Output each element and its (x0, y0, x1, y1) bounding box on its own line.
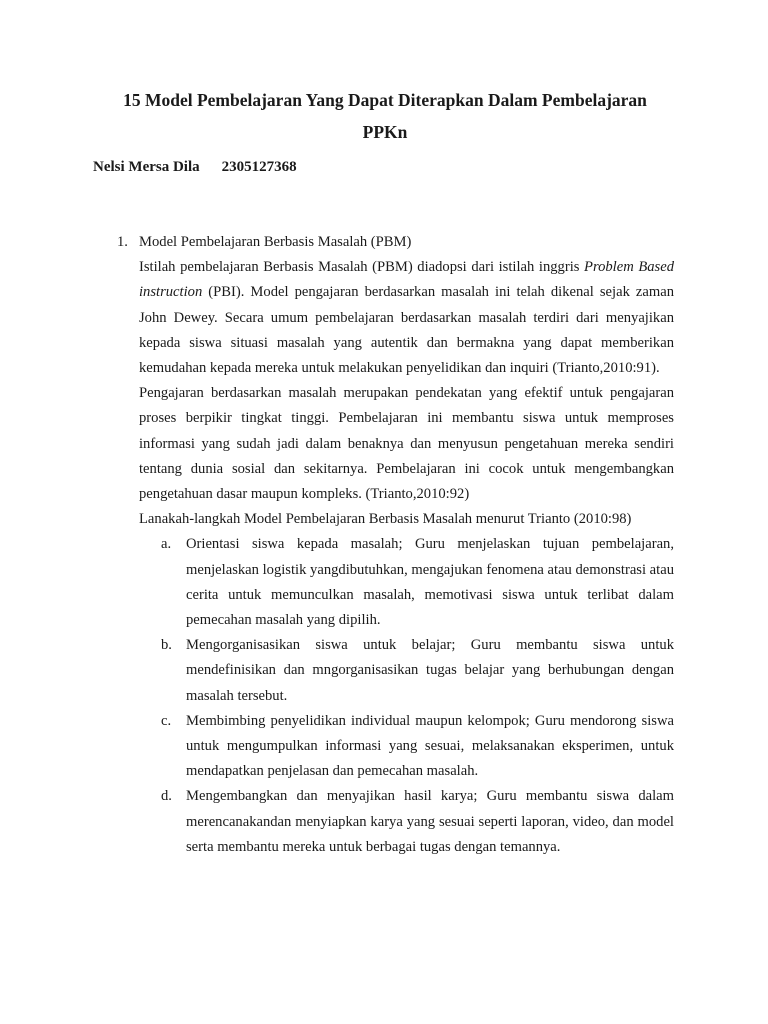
list-item (161, 532, 674, 633)
paragraph-2: Pengajaran berdasarkan masalah merupakan pendekatan yang efektif untuk pengajaran proses berpikir tingkat tinggi. Pembelajaran ini membantu siswa untuk memproses informasi yang sudah jadi dalam benaknya dan menyusun pengetahuan mereka sendiri tentang dunia sosial dan sekitarnya. Pembelajaran ini cocok untuk mengembangkan pengetahuan dasar maupun kompleks. (Trianto,2010:92) (139, 385, 674, 503)
author-line (93, 156, 297, 178)
author-id: 2305127368 (221, 159, 297, 175)
paragraph-1-text-b: (PBI). Model pengajaran berdasarkan masalah ini telah dikenal sejak zaman John Dewey. Secara umum pembelajaran berdasarkan masalah terdiri dari menyajikan kepada siswa situasi masalah yang autentik dan bermakna yang dapat memberikan kemudahan kepada mereka untuk melakukan penyelidikan dan inquiri (Trianto,2010:91). (139, 284, 674, 376)
author-name: Nelsi Mersa Dila (93, 159, 200, 175)
paragraph-1 (139, 255, 674, 381)
list-item-letter: d. (161, 788, 172, 805)
section-1 (0, 230, 768, 860)
list-item-letter: c. (161, 712, 172, 729)
list-item (161, 784, 674, 860)
paragraph-1-italic-term: Problem Based instruction (139, 259, 675, 301)
list-item-text: Membimbing penyelidikan individual maupun kelompok; Guru mendorong siswa untuk mengumpulkan informasi yang sesuai, melaksanakan eksperimen, untuk mendapatkan penjelasan dan pemecahan masalah. (186, 712, 674, 780)
paragraph-1-text-a: Istilah pembelajaran Berbasis Masalah (PBM) diadopsi dari istilah inggris (139, 259, 585, 276)
steps-list (0, 532, 768, 860)
list-item-letter: a. (161, 536, 172, 553)
list-item-text: Mengorganisasikan siswa untuk belajar; Guru membantu siswa untuk mendefinisikan dan mngorganisasikan tugas belajar yang berhubungan dengan masalah tersebut. (186, 637, 674, 704)
section-1-heading (0, 230, 768, 255)
title-line-2: PPKn (362, 122, 408, 142)
section-1-title: Model Pembelajaran Berbasis Masalah (PBM) (139, 234, 412, 250)
list-item-text: Mengembangkan dan menyajikan hasil karya; Guru membantu siswa dalam merencanakandan menyiapkan karya yang sesuai seperti laporan, video, dan model serta membantu mereka untuk berbagai tugas dengan temannya. (186, 788, 674, 855)
list-item (161, 633, 674, 709)
title-line-1: 15 Model Pembelajaran Yang Dapat Diterapkan Dalam Pembelajaran (123, 90, 647, 110)
section-1-number: 1. (117, 234, 128, 250)
steps-intro: Lanakah-langkah Model Pembelajaran Berbasis Masalah menurut Trianto (2010:98) (139, 511, 632, 528)
list-item (161, 709, 674, 785)
list-item-text: Orientasi siswa kepada masalah; Guru menjelaskan tujuan pembelajaran, menjelaskan logistik yangdibutuhkan, mengajukan fenomena atau demonstrasi atau cerita untuk memunculkan masalah, memotivasi siswa untuk terlibat dalam pemecahan masalah yang dipilih. (186, 536, 674, 629)
list-item-letter: b. (161, 637, 172, 654)
document-title (95, 84, 675, 148)
